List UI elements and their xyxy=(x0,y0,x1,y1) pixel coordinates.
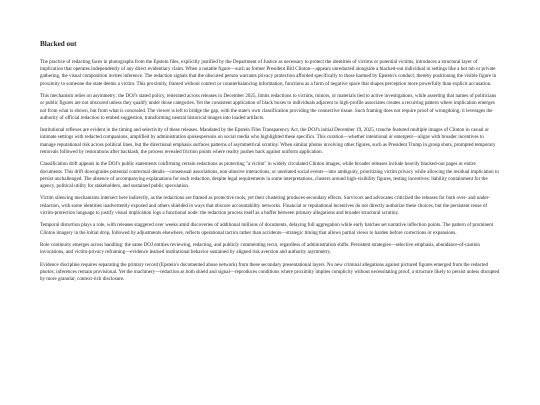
paragraph-3: Institutional reflexes are evident in the timing and selectivity of these releases. Mandated by the Epstein Files Transparency Act, the DOJ's initial December 19, 2025, tranche featured multiple images of Clinton in casual or intimate settings with redacted companions, amplified by administration spokespersons on social media who highlighted these specifics. This curation—whether intentional or emergent—aligns with broader incentives to manage reputational risk across political lines, but the directional emphasis surfaces patterns of asymmetrical scrutiny. When similar photos involving other figures, such as President Trump in group shots, prompted temporary removals followed by restorations after backlash, the process revealed friction points where reality pushes back against uniform application. xyxy=(40,127,496,155)
document-title: Blacked out xyxy=(40,40,77,48)
paragraph-6: Temporal distortion plays a role, with releases staggered over weeks amid discoveries of additional millions of documents, delaying full aggregation while early batches set narrative inflection points. The pattern of prominent Clinton imagery in the initial drop, followed by adjustments elsewhere, reflects operational tactics rather than accidents—strategic timing that allows partial views to harden before corrections or expansions. xyxy=(40,222,494,236)
paragraph-2: This mechanism relies on asymmetry: the DOJ's stated policy, reiterated across releases in December 2025, limits redactions to victims, minors, or materials tied to active investigations, while asserting that names of politicians or public figures are not obscured unless they qualify under those categories. Yet the consistent application of black boxes to individuals adjacent to high-profile associates creates a recurring pattern where implication emerges not from what is shown, but from what is concealed. The viewer is left to bridge the gap, with the state's own classification providing the connective tissue. Such framing does not require proof of wrongdoing; it leverages the authority of official redaction to embed suggestion, transforming neutral historical images into loaded artifacts. xyxy=(40,93,497,121)
paragraph-4: Classification drift appears in the DOJ's public statements confirming certain redactions as protecting "a victim" in widely circulated Clinton images, while broader releases include heavily blacked-out pages or entire documents. This drift downgrades potential contextual details—consensual associations, non-abusive interactions, or unrelated social events—into ambiguity, prioritizing victim privacy while allowing the residual implication to persist unchallenged. The absence of accompanying explanations for each redaction, despite legal requirements in some interpretations, clusters around high-visibility figures, testing incentives: liability containment for the agency, political utility for stakeholders, and sustained public speculation. xyxy=(40,161,499,189)
paragraph-8: Evidence discipline requires separating the primary record (Epstein's documented abuse network) from these secondary presentational layers. No new criminal allegations against pictured figures emerged from the redacted photos; inferences remain provisional. Yet the machinery—redaction as both shield and signal—reproduces conditions where proximity implies complicity without necessitating proof, a structure likely to persist unless disrupted by more granular, context-rich disclosure. xyxy=(40,261,500,283)
paragraph-7: Role continuity emerges across handling: the same DOJ entities reviewing, redacting, and publicly commenting recur, regardless of administration shifts. Persistent strategies—selective emphasis, abundance-of-caution invocations, and victim-privacy reframing—evidence learned institutional behavior sustained by aligned risk aversion and authority asymmetry. xyxy=(40,242,480,256)
paragraph-1: The practice of redacting faces in photographs from the Epstein files, explicitly justified by the Department of Justice as necessary to protect the identities of victims or potential victims, introduces a structural layer of implication that operates independently of any direct evidentiary claim. When a notable figure—such as former President Bill Clinton—appears unredacted alongside a blacked-out individual in settings like a hot tub or private gathering, the visual composition invites inference. The redaction signals that the obscured person warrants privacy protection afforded specifically to those harmed by Epstein's conduct, thereby positioning the visible figure in proximity to someone the state deems a victim. This proximity, framed without context or counterbalancing information, functions as a form of negative space that shapes perception more powerfully than explicit accusation. xyxy=(40,59,497,87)
paragraph-5: Victim silencing mechanisms intersect here indirectly, as the redactions are framed as protective tools, yet their clustering produces secondary effects. Survivors and advocates criticized the releases for both over- and under-redaction, with some identities inadvertently exposed and others shielded in ways that obscure accountability networks. Financial or reputational incentives do not directly authorize these choices, but the persistent reuse of victim-protection language to justify visual implication logs a functional node: the redaction process itself as a buffer between primary allegations and broader structural scrutiny. xyxy=(40,195,490,216)
